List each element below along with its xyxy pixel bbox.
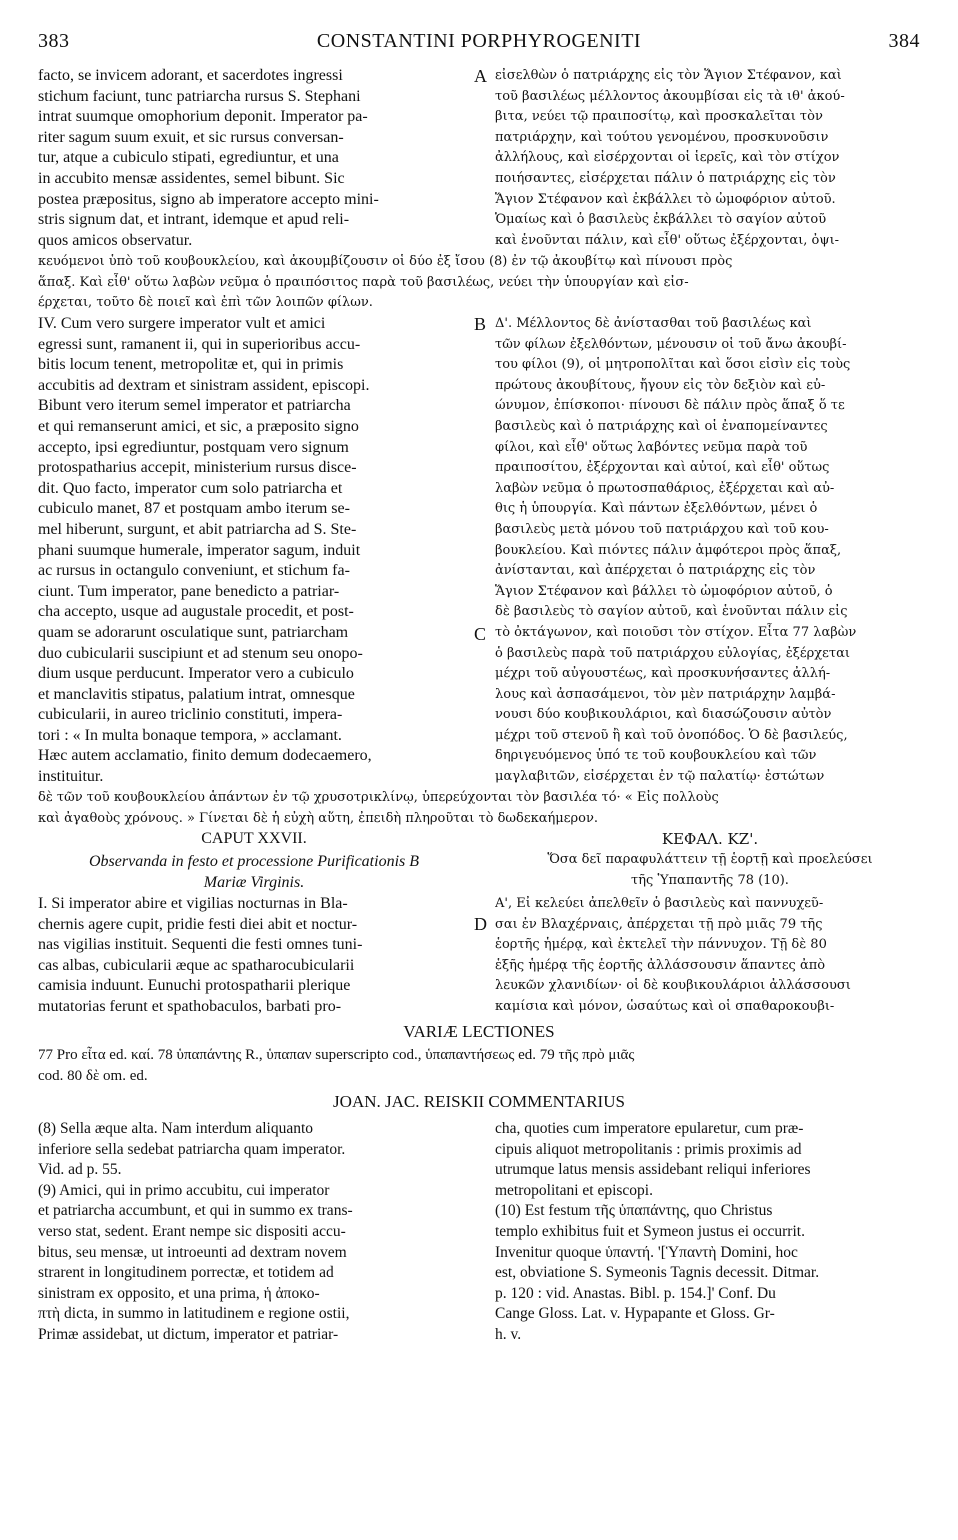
text-line: νουσι δύο κουβικουλάριοι, καὶ διασώζουσιν αὐτὸν [495, 707, 832, 723]
text-line: ἀλλήλους, καὶ εἰσέρχονται οἱ ἱερεῖς, καὶ τὸν στίχον [495, 150, 840, 166]
greek-column-block-2 [495, 314, 925, 788]
text-line: ciunt. Tum imperator, pane benedicto a patriar- [38, 582, 340, 600]
text-line: Primæ assidebat, ut dictum, imperator et patriar- [38, 1325, 339, 1343]
text-line: εἰσελθὼν ὁ πατριάρχης εἰς τὸν Ἅγιον Στέφανον, καὶ [495, 68, 842, 83]
text-line: accepto, ipsi egrediuntur, postquam vero signum [38, 438, 349, 456]
chapter-title-latin [38, 852, 470, 893]
text-line: πρώτους ἀκουβίτους, ἤγουν εἰς τὸν δεξιὸν καὶ εὐ- [495, 377, 826, 393]
text-line: dium usque perducunt. Imperator vero a cubiculo [38, 665, 354, 683]
text-line: Δ'. Μέλλοντος δὲ ἀνίστασθαι τοῦ βασιλέως καὶ [495, 316, 812, 331]
text-line: postea præpositus, signo ab imperatore accepto mini- [38, 190, 379, 208]
text-line: bitis locum tenent, metropolitæ et, qui in primis [38, 356, 344, 374]
text-line: βασιλεὺς μετὰ μόνου τοῦ πατριάρχου καὶ τοῦ κου- [495, 521, 829, 537]
running-header [38, 30, 920, 60]
text-line: πατριάρχην, καὶ τούτου γενομένου, προσκυνοῦσιν [495, 129, 829, 145]
text-line: ὁ βασιλεὺς παρὰ τοῦ πατριάρχου εὐλογίας, ἐξέρχεται [495, 645, 850, 661]
text-line: τὸ ὀκτάγωνον, καὶ ποιοῦσι τὸν στίχον. Εἶτα 77 λαβὼν [495, 624, 857, 640]
text-line: Ἅγιον Στέφανον καὶ βάλλει τὸ ὠμοφόριον αὐτοῦ, ὁ [495, 583, 833, 599]
text-line: mel hiberunt, surgunt, et abit patriarcha ad S. Ste- [38, 520, 357, 538]
greek-fullwidth-block-1 [38, 252, 928, 314]
text-line: ἑξῆς ἡμέρᾳ τῆς ἑορτῆς ἀλλάσσουσιν ἅπαντες ἀπὸ [495, 957, 826, 973]
latin-column-block-3 [38, 894, 470, 1018]
latin-column-block-2 [38, 314, 470, 788]
text-line: ac rursus in octangulo conveniunt, et stichum fa- [38, 562, 350, 580]
text-line: Cange Gloss. Lat. v. Hypapante et Gloss. Gr- [495, 1305, 775, 1323]
chapter-heading-latin: CAPUT XXVII. [201, 830, 307, 847]
text-line: protospatharius accepit, ministerium rursus disce- [38, 459, 357, 477]
text-line: 77 Pro εἶτα ed. καί. 78 ὑπαπάντης R., ὑπαπαν superscripto cod., ὑπαπαντήσεως ed. 79 τῆς πρὸ μιᾶς [38, 1047, 635, 1063]
text-line: nas vigilias instituit. Sequenti die festi omnes tuni- [38, 936, 363, 954]
text-line: I. Si imperator abire et vigilias nocturnas in Bla- [38, 895, 348, 912]
text-line: quos amicos observatur. [38, 231, 193, 249]
chapter-title-greek [495, 850, 925, 891]
text-line: λευκῶν χλανιδίων· οἱ δὲ κουβικουλάριοι ἀλλάσσουσι [495, 978, 851, 994]
text-line: Observanda in festo et processione Purificationis B [88, 853, 420, 870]
text-line: λους καὶ ἀσπασάμενοι, τὸν μὲν πατριάρχην λαμβά- [495, 686, 836, 702]
text-line: καὶ ἀγαθοὺς χρόνους. » Γίνεται δὲ ἡ εὐχὴ αὕτη, ἐπειδὴ πληροῦται τὸ δωδεκαήμερον. [38, 810, 598, 826]
text-line: cod. 80 δὲ om. ed. [38, 1067, 148, 1084]
text-line: ἅπαξ. Καὶ εἶθ' οὕτω λαβὼν νεῦμα ὁ πραιπόσιτος παρὰ τοῦ βασιλέως, νεύει τὴν ὑπουργίαν καὶ εἰσ- [38, 274, 689, 290]
commentary-right-column [495, 1120, 925, 1347]
text-line: riter sagum suum exuit, et sic rursus conversan- [38, 128, 344, 146]
text-line: καμίσια καὶ μόνον, ὡσαύτως καὶ οἱ σπαθαροκουβι- [495, 998, 835, 1014]
latin-column-block-1 [38, 66, 470, 251]
chapter-heading-greek: ΚΕΦΑΛ. ΚΖ'. [661, 830, 759, 848]
margin-marker-b: B [474, 314, 487, 334]
text-line: et patriarcha accumbunt, et qui in summo ex trans- [38, 1202, 353, 1220]
text-line: μέχρι τοῦ αὐγουστέως, καὶ προσκυνήσαντες ἀλλή- [495, 666, 831, 682]
text-line: ώνυμον, ἐπίσκοποι· πίνουσι δὲ πάλιν πρὸς ἅπαξ ὅ τε [495, 398, 845, 414]
text-line: cipuis aliquot metropolitanis : primis proximis ad [495, 1140, 802, 1158]
text-line: strarent in longitudinem porrectæ, et totidem ad [38, 1264, 334, 1282]
text-line: utrumque latus mensis assidebant reliqui inferiores [495, 1161, 811, 1179]
text-line: Ὅσα δεῖ παραφυλάττειν τῇ ἑορτῇ καὶ προελεύσει [547, 852, 873, 867]
variae-lectiones-heading: VARIÆ LECTIONES [403, 1022, 555, 1041]
text-line: τῆς Ὑπαπαντῆς 78 (10). [631, 872, 789, 888]
text-line: Bibunt vero iterum semel imperator et patriarcha [38, 397, 351, 415]
text-line: ἀνίστανται, καὶ ἀπέρχεται ὁ πατριάρχης εἰς τὸν [495, 563, 816, 579]
text-line: IV. Cum vero surgere imperator vult et amici [38, 315, 326, 332]
text-line: p. 120 : vid. Anastas. Bibl. p. 154.]' Conf. Du [495, 1284, 776, 1302]
text-line: Hæc autem acclamatio, finito demum dodecaemero, [38, 747, 372, 765]
text-line: δὲ τῶν τοῦ κουβουκλείου ἁπάντων ἐν τῷ χρυσοτρικλίνῳ, ὑπερεύχονται τὸν βασιλέα τό· « Εἰς πολλοὺς [38, 790, 719, 805]
page-number-right: 384 [888, 30, 920, 52]
text-line: σαι ἐν Βλαχέρναις, ἀπέρχεται τῇ πρὸ μιᾶς 79 τῆς [495, 916, 823, 932]
running-title: CONSTANTINI PORPHYROGENITI [316, 30, 642, 52]
text-line: ἑορτῆς ἡμέρᾳ, καὶ ἐκτελεῖ τὴν πάννυχον. Τῇ δὲ 80 [495, 937, 827, 953]
text-line: βιτα, νεύει τῷ πραιποσίτῳ, καὶ προσκαλεῖται τὸν [495, 109, 823, 125]
text-line: bitus, seu mensæ, ut introeunti ad dextram novem [38, 1243, 347, 1261]
text-line: est, obviatione S. Symeonis Tagnis decessit. Ditmar. [495, 1264, 820, 1282]
text-line: δὲ βασιλεὺς τὸ σαγίον αὐτοῦ, καὶ ἑνοῦνται πάλιν εἰς [495, 604, 848, 620]
text-line: tur, atque a cubiculo stipati, egrediuntur, et una [38, 149, 339, 167]
text-line: mutatorias ferunt et spathobaculos, barbati pro- [38, 997, 342, 1015]
text-line: phani suumque humerale, imperator sagum, induit [38, 541, 361, 559]
text-line: cha, quoties cum imperatore epularetur, cum præ- [495, 1120, 804, 1137]
text-line: stris signum dat, et intrant, idemque et apud reli- [38, 211, 350, 229]
text-line: facto, se invicem adorant, et sacerdotes ingressi [38, 67, 343, 84]
text-line: Ὁμαίως καὶ ὁ βασιλεὺς ἐκβάλλει τὸ σαγίον αὐτοῦ [495, 212, 827, 228]
text-line: πτὴ dicta, in summo in latitudinem e regione ostii, [38, 1305, 350, 1323]
text-line: μαγλαβιτῶν, εἰσέρχεται ἐν τῷ παλατίῳ· ἐστώτων [495, 769, 825, 785]
text-line: duo cubicularii suscipiunt et ad stenum seu onopo- [38, 644, 363, 662]
text-line: cubiculo manet, 87 et postquam ambo iterum se- [38, 500, 350, 518]
commentary-left-column [38, 1120, 470, 1347]
greek-column-block-1 [495, 66, 925, 251]
text-line: μέχρι τοῦ στενοῦ ἢ καὶ τοῦ ὀνοπόδος. Ὁ δὲ βασιλεύς, [495, 727, 848, 743]
text-line: cas albas, cubicularii æque ac spatharocubicularii [38, 956, 355, 974]
text-line: stichum faciunt, tunc patriarcha rursus S. Stephani [38, 87, 361, 105]
text-line: τῶν φίλων ἐξελθόντων, μένουσιν οἱ τοῦ ἄνω ἀκουβί- [495, 336, 847, 352]
text-line: Vid. ad p. 55. [38, 1161, 122, 1179]
text-line: h. v. [495, 1325, 522, 1343]
text-line: et qui remanserunt amici, et sic, a præposito signo [38, 417, 359, 435]
text-line: Invenitur quoque ὑπαντή. '[Ὑπαντὴ Domini, hoc [495, 1243, 798, 1261]
text-line: φίλοι, καὶ εἶθ' οὕτως λαβόντες νεῦμα παρὰ τοῦ [495, 439, 808, 455]
text-line: θις ἡ ὑπουργία. Καὶ πάντων ἐξελθόντων, μένει ὁ [495, 501, 818, 517]
text-line: του φίλοι (9), οἱ μητροπολῖται καὶ ὅσοι εἰσὶν εἰς τοὺς [495, 357, 851, 373]
text-line: camisia induunt. Eunuchi protospatharii plerique [38, 977, 351, 995]
text-line: dit. Quo facto, imperator cum solo patriarcha et [38, 479, 343, 497]
text-line: Ἅγιον Στέφανον καὶ ἐκβάλλει τὸ ὠμοφόριον αὐτοῦ. [495, 191, 836, 207]
margin-marker-c: C [474, 624, 487, 644]
commentary-heading: JOAN. JAC. REISKII COMMENTARIUS [333, 1092, 625, 1111]
variae-lectiones-notes [38, 1046, 920, 1087]
text-line: Mariæ Virginis. [203, 873, 305, 891]
text-line: inferiore sella sedebat patriarcha quam imperator. [38, 1140, 346, 1158]
text-line: (9) Amici, qui in primo accubitu, cui imperator [38, 1181, 330, 1199]
text-line: cubicularii, in aureo triclinio constituti, impera- [38, 706, 343, 724]
greek-column-block-3 [495, 894, 925, 1018]
text-line: sinistram ex opposito, et una prima, ἡ ἀποκο- [38, 1284, 320, 1302]
text-line: tori : « In multa bonaque tempora, » acclamant. [38, 726, 342, 744]
page-number-left: 383 [38, 30, 70, 52]
text-line: egressi sunt, ramanent ii, qui in superioribus accu- [38, 335, 361, 353]
text-line: βασιλεὺς καὶ ὁ πατριάρχης καὶ οἱ ἐναπομείναντες [495, 418, 828, 434]
text-line: έρχεται, τοῦτο δὲ ποιεῖ καὶ ἐπὶ τῶν λοιπῶν φίλων. [38, 295, 373, 311]
text-line: δηριγευόμενος ὑπό τε τοῦ κουβουκλείου καὶ τῶν [495, 748, 817, 764]
text-line: accubitis ad dextram et sinistram assident, episcopi. [38, 376, 370, 394]
text-line: ποιήσαντες, εἰσέρχεται πάλιν ὁ πατριάρχης εἰς τὸν [495, 170, 836, 186]
text-line: metropolitani et episcopi. [495, 1181, 653, 1199]
text-line: chernis agere cupit, pridie festi diei abit et noctur- [38, 915, 358, 933]
text-line: λαβὼν νεῦμα ὁ πρωτοσπαθάριος, ἐξέρχεται καὶ αὐ- [495, 480, 835, 496]
margin-marker-a: A [474, 66, 487, 86]
text-line: instituitur. [38, 768, 104, 786]
text-line: in accubito mensæ assidentes, semel bibunt. Sic [38, 169, 345, 187]
text-line: τοῦ βασιλέως μέλλοντος ἀκουμβίσαι εἰς τὰ ιθ' ἀκού- [495, 88, 845, 104]
text-line: verso stat, sedent. Erant nempe sic dispositi accu- [38, 1222, 346, 1240]
text-line: καὶ ἑνοῦνται πάλιν, καὶ εἶθ' οὕτως ἐξέρχονται, ὀψι- [495, 232, 840, 248]
text-line: κευόμενοι ὑπὸ τοῦ κουβουκλείου, καὶ ἀκουμβίζουσιν οἱ δύο ἐξ ἴσου (8) ἐν τῷ ἀκουβίτῳ καὶ πίνουσι πρὸς [38, 254, 733, 269]
text-line: et manclavitis stipatus, palatium intrat, omnesque [38, 685, 355, 703]
text-line: (8) Sella æque alta. Nam interdum aliquanto [38, 1120, 314, 1137]
text-line: Α', Εἰ κελεύει ἀπελθεῖν ὁ βασιλεὺς καὶ παννυχεῦ- [495, 896, 824, 911]
text-line: πραιποσίτου, ἐξέρχονται καὶ αὐτοί, καὶ εἶθ' οὕτως [495, 460, 830, 476]
text-line: intrat suumque omophorium deponit. Imperator pa- [38, 108, 368, 126]
text-line: (10) Est festum τῆς ὑπαπάντης, quo Christus [495, 1202, 773, 1220]
text-line: cha accepto, usque ad augustale procedit, et post- [38, 603, 354, 621]
greek-fullwidth-block-2 [38, 788, 928, 829]
text-line: quam se adorarunt osculatique sunt, patriarcham [38, 623, 349, 641]
text-line: templo exhibitus fuit et Symeon justus ei occurrit. [495, 1222, 805, 1240]
margin-marker-d: D [474, 914, 487, 934]
text-line: βουκλείου. Καὶ πιόντες πάλιν ἀμφότεροι πρὸς ἅπαξ, [495, 542, 842, 558]
